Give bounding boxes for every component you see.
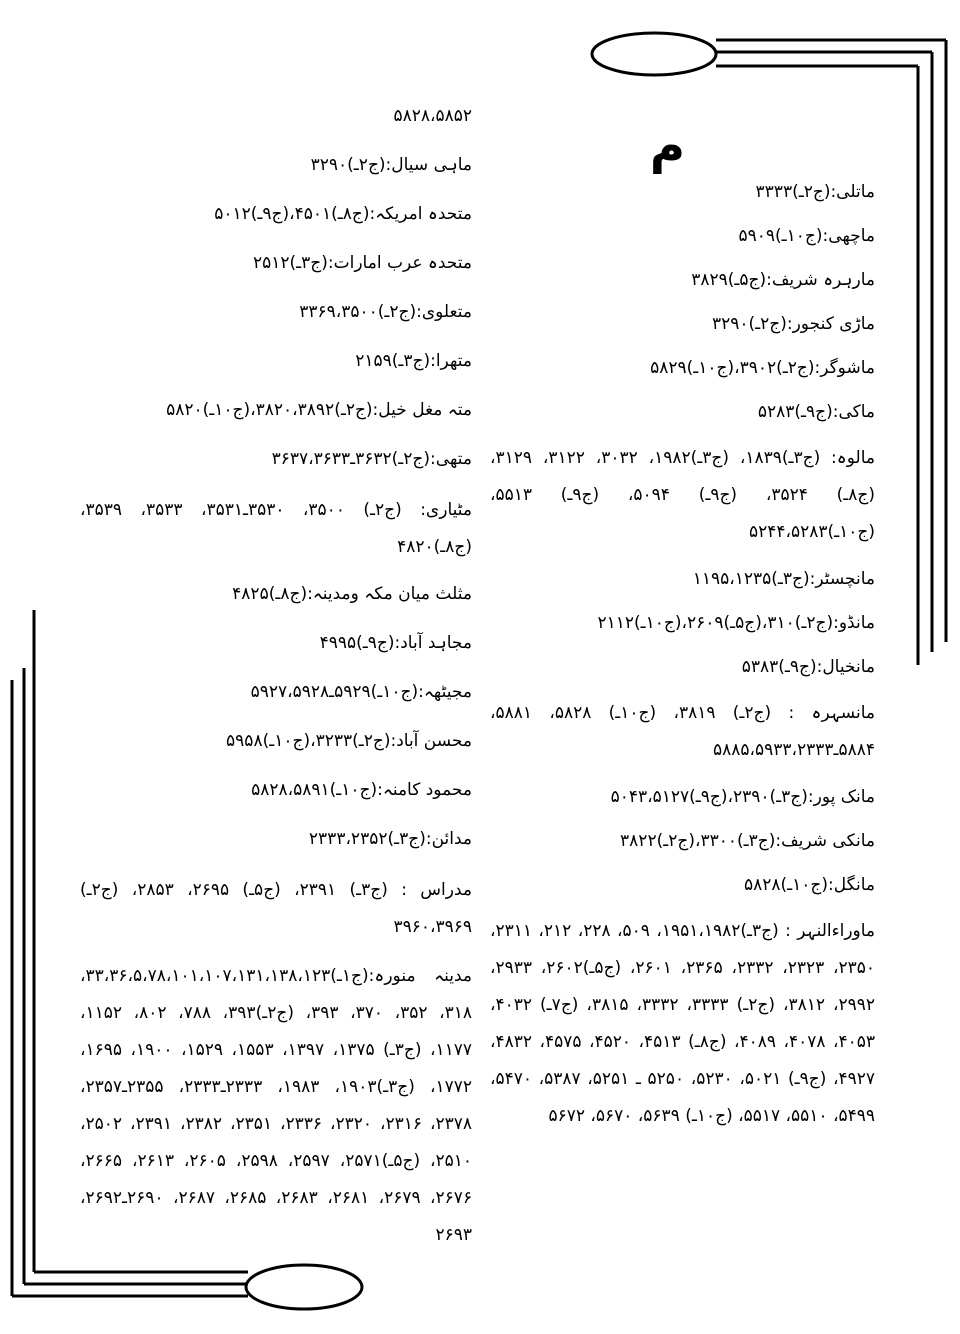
index-entry: مانخیال:(ج۹ـ)۵۳۸۳: [741, 657, 875, 677]
index-entry: مثلث میان مکہ ومدینہ:(ج۸ـ)۴۸۲۵: [232, 584, 472, 604]
index-entry: مدراس : (ج۳ـ) ۲۳۹۱، (ج۵ـ) ۲۶۹۵، ۲۸۵۳، (ج۲ـ) ۳۹۶۰،۳۹۶۹: [80, 880, 472, 937]
left-index-column: [80, 100, 472, 1254]
index-entry: مالوہ: (ج۳ـ)۱۸۳۹، (ج۳ـ)۱۹۸۲، ۳۰۳۲، ۳۱۲۲، ۳۱۲۹، (ج۸ـ) ۳۵۲۴، (ج۹ـ) ۵۰۹۴، (ج۹ـ) ۵۵۱۳، (ج۱۰ـ)۵۲۴۴،۵۲۸۳: [490, 448, 875, 542]
index-entry: متہ مغل خیل:(ج۲ـ)۳۸۲۰،۳۸۹۲،(ج۱۰ـ)۵۸۲۰: [166, 400, 472, 420]
index-entry: مجیٹھہ:(ج۱۰ـ)۵۹۲۹ـ۵۹۲۷،۵۹۲۸: [250, 682, 472, 702]
index-entry: مانکی شریف:(ج۳ـ)۳۳۰۰،(ج۲ـ)۳۸۲۲: [620, 831, 875, 851]
index-entry: مانگل:(ج۱۰ـ)۵۸۲۸: [743, 875, 875, 895]
index-entry: متحدہ عرب امارات:(ج۳ـ)۲۵۱۲: [252, 253, 472, 273]
bottom-ornament-oval: [246, 1265, 362, 1309]
index-entry: ماشوگر:(ج۲ـ)۳۹۰۲،(ج۱۰ـ)۵۸۲۹: [650, 358, 875, 378]
index-entry: ماکی:(ج۹ـ)۵۲۸۳: [757, 402, 875, 422]
index-entry: مانڈو:(ج۲ـ)۳۱۰،(ج۵ـ)۲۶۰۹،(ج۱۰ـ)۲۱۱۲: [597, 613, 875, 633]
index-entry: مانچسٹر:(ج۳ـ)۱۱۹۵،۱۲۳۵: [692, 569, 875, 589]
index-entry: ماہی سیال:(ج۲ـ)۳۲۹۰: [310, 155, 472, 175]
index-entry: مارہرہ شریف:(ج۵ـ)۳۸۲۹: [691, 270, 875, 290]
top-ornament-oval: [592, 33, 716, 75]
index-entry: مٹیاری: (ج۲ـ) ۳۵۰۰، ۳۵۳۰ـ۳۵۳۱، ۳۵۳۳، ۳۵۳۹، (ج۸ـ)۴۸۲۰: [80, 500, 472, 557]
index-entry: متھرا:(ج۳ـ)۲۱۵۹: [355, 351, 472, 371]
index-entry: مدائن:(ج۳ـ)۲۳۳۳،۲۳۵۲: [308, 829, 472, 849]
index-entry: ۵۸۲۸،۵۸۵۲: [393, 106, 472, 126]
index-entry: متحدہ امریکہ:(ج۸ـ)۴۵۰۱،(ج۹ـ)۵۰۱۲: [214, 204, 472, 224]
index-entry: محسن آباد:(ج۲ـ)۳۲۳۳،(ج۱۰ـ)۵۹۵۸: [226, 731, 472, 751]
index-entry: ماتلی:(ج۲ـ)۳۳۳۳: [755, 182, 875, 202]
index-entry: مدینہ منورہ:(ج۱ـ)۳۳،۳۶،۵،۷۸،۱۰۱،۱۰۷،۱۳۱،۱۳۸،۱۲۳، ۳۱۸، ۳۵۲، ۳۷۰، ۳۹۳، (ج۲ـ)۳۹۳، ۷۸۸، ۸۰۲، ۱۱۵۲، ۱۱۷۷، (ج۳ـ) ۱۳۷۵، ۱۳۹۷، ۱۵۵۳، ۱۵۲۹، ۱۹۰۰، ۱۶۹۵، ۱۷۷۲، (ج۳ـ)۱۹۰۳، ۱۹۸۳، ۲۳۳۳ـ۲۳۳۳، ۲۳۵۵ـ۲۳۵۷، ۲۳۷۸، ۲۳۱۶، ۲۳۲۰، ۲۳۳۶، ۲۳۵۱، ۲۳۸۲، ۲۳۹۱، ۲۵۰۲، ۲۵۱۰، (ج۵ـ)۲۵۷۱، ۲۵۹۷، ۲۵۹۸، ۲۶۰۵، ۲۶۱۳، ۲۶۶۵، ۲۶۷۶، ۲۶۷۹، ۲۶۸۱، ۲۶۸۳، ۲۶۸۵، ۲۶۸۷، ۲۶۹۰ـ۲۶۹۲، ۲۶۹۳: [80, 966, 472, 1245]
right-index-column: [490, 118, 875, 1135]
index-entry: ماڑی کنجور:(ج۲ـ)۳۲۹۰: [711, 314, 875, 334]
index-entry: مجاہد آباد:(ج۹ـ)۴۹۹۵: [319, 633, 472, 653]
index-entry: متعلوی:(ج۲ـ)۳۳۶۹،۳۵۰۰: [299, 302, 472, 322]
index-entry: متھی:(ج۲ـ)۳۶۳۲ـ۳۶۳۷،۳۶۳۳: [271, 449, 472, 469]
index-entry: ماچھی:(ج۱۰ـ)۵۹۰۹: [738, 226, 875, 246]
index-entry: ماوراءالنہر : (ج۳ـ)۱۹۵۱،۱۹۸۲، ۵۰۹، ۲۲۸، ۲۱۲، ۲۳۱۱، ۲۳۵۰، ۲۳۲۳، ۲۳۳۲، ۲۳۶۵، ۲۶۰۱، (ج۵ـ)۲۶۰۲، ۲۹۳۳، ۲۹۹۲، ۳۸۱۲، (ج۲ـ) ۳۳۳۳، ۳۳۳۲، ۳۸۱۵، (ج۷ـ) ۴۰۳۲، ۴۰۵۳، ۴۰۷۸، ۴۰۸۹، (ج۸ـ) ۴۵۱۳، ۴۵۲۰، ۴۵۷۵، ۴۸۳۲، ۴۹۲۷، (ج۹ـ) ۵۰۲۱، ۵۲۳۰، ۵۲۵۰ ـ ۵۲۵۱، ۵۳۸۷، ۵۴۷۰، ۵۴۹۹، ۵۵۱۰، ۵۵۱۷، (ج۱۰ـ) ۵۶۳۹، ۵۶۷۰، ۵۶۷۲: [490, 921, 875, 1126]
index-entry: مانک پور:(ج۳ـ)۲۳۹۰،(ج۹ـ)۵۰۴۳،۵۱۲۷: [610, 787, 875, 807]
index-entry: محمود کامنہ:(ج۱۰ـ)۵۸۲۸،۵۸۹۱: [251, 780, 472, 800]
index-entry: مانسہرہ : (ج۲ـ) ۳۸۱۹، (ج۱۰ـ) ۵۸۲۸، ۵۸۸۱، ۵۸۸۴ـ۵۸۸۵،۵۹۳۳،۲۳۳۳: [490, 703, 875, 760]
section-letter: م: [649, 118, 685, 174]
